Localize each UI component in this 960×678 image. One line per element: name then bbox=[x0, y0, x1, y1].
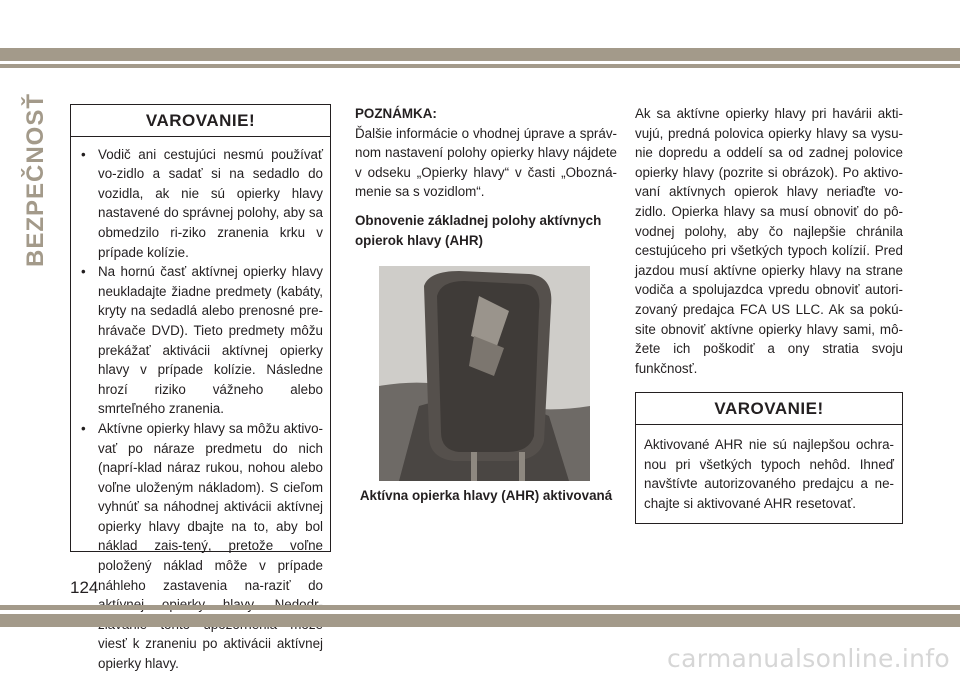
warning-list bbox=[71, 137, 330, 674]
warning-bullet: • Na hornú časť aktívnej opierky hlavy neukladajte žiadne predmety (kabáty, kryty na sedadlá alebo prenosné pre-hrávače DVD). Tieto predmety môžu prekážať aktivácii aktívnej opierky hlavy v prípade kolízie. Následne hrozí riziko vážneho alebo smrteľného zranenia. bbox=[81, 262, 323, 419]
footer-stripe-thin bbox=[0, 605, 960, 610]
warning-text-2: Aktivované AHR nie sú najlepšou ochra-nou pri všetkých typoch nehôd. Ihneď navštívte autorizovaného predajcu a ne-chajte si aktivované AHR resetovať. bbox=[644, 436, 894, 511]
header-band bbox=[0, 0, 960, 60]
warning-title-2: VAROVANIE! bbox=[636, 393, 902, 425]
page-number: 124 bbox=[70, 578, 99, 597]
headrest-photo bbox=[379, 266, 590, 481]
section-tab bbox=[16, 92, 56, 268]
column-2 bbox=[355, 104, 617, 504]
headrest-illustration bbox=[379, 266, 590, 481]
section-tab-label: BEZPEČNOSŤ bbox=[22, 92, 50, 268]
note-text: Ďalšie informácie o vhodnej úprave a správ-nom nastavení polohy opierky hlavy nájdete v odseku „Opierky hlavy“ v časti „Obozná-menie sa s vozidlom“. bbox=[355, 125, 617, 200]
body-paragraph: Ak sa aktívne opierky hlavy pri havárii akti-vujú, predná polovica opierky hlavy sa vysu-nie dopredu a oddelí sa od zadnej polovice opierky hlavy (pozrite si obrázok). Po aktivo-vaní aktívnych opierok hlavy neriaďte vo-zidlo. Opierka hlavy sa musí obnoviť do pô-vodnej polohy, aby čo najlepšie chránila cestujúceho pri všetkých typoch kolízií. Pred jazdou musí aktívne opierky hlavy na strane vodiča a spolujazdca vpredu obnoviť autori-zovaný predajca FCA US LLC. Ak sa pokú-site obnoviť aktívne opierky hlavy sami, mô-žete ich poškodiť a ony stratia svoju funkčnosť. bbox=[635, 106, 903, 376]
footer-stripe bbox=[0, 614, 960, 627]
warning-bullet: • Aktívne opierky hlavy sa môžu aktivo-vať po náraze predmetu do nich (naprí-klad náraz rukou, nohou alebo voľne uloženým nákladom). S cieľom vyhnúť sa náhodnej aktivácii aktívnej opierky hlavy dbajte na to, aby bol náklad zais-tený, pretože voľne položený náklad môže v prípade náhleho zastavenia na-raziť do viesť k zraneniu po aktivácii aktívnej opierky hlavy. bbox=[81, 419, 323, 674]
photo-caption: Aktívna opierka hlavy (AHR) aktivovaná bbox=[359, 488, 613, 504]
header-stripe-thin bbox=[0, 64, 960, 68]
note-heading: POZNÁMKA: bbox=[355, 106, 437, 121]
header-stripe bbox=[0, 48, 960, 61]
column-3 bbox=[635, 104, 903, 524]
watermark: carmanualsonline.info bbox=[667, 644, 950, 673]
subheading: Obnovenie základnej polohy aktívnych opierok hlavy (AHR) bbox=[355, 212, 602, 248]
warning-box-2 bbox=[635, 392, 903, 524]
warning-bullet: • Vodič ani cestujúci nesmú používať vo-zidlo a sadať si na sedadlo do vozidla, ak nie sú opierky hlavy nastavené do správnej polohy, aby sa obmedzilo ri-ziko zranenia krku v prípade kolízie. bbox=[81, 145, 323, 263]
warning-title: VAROVANIE! bbox=[71, 105, 330, 137]
